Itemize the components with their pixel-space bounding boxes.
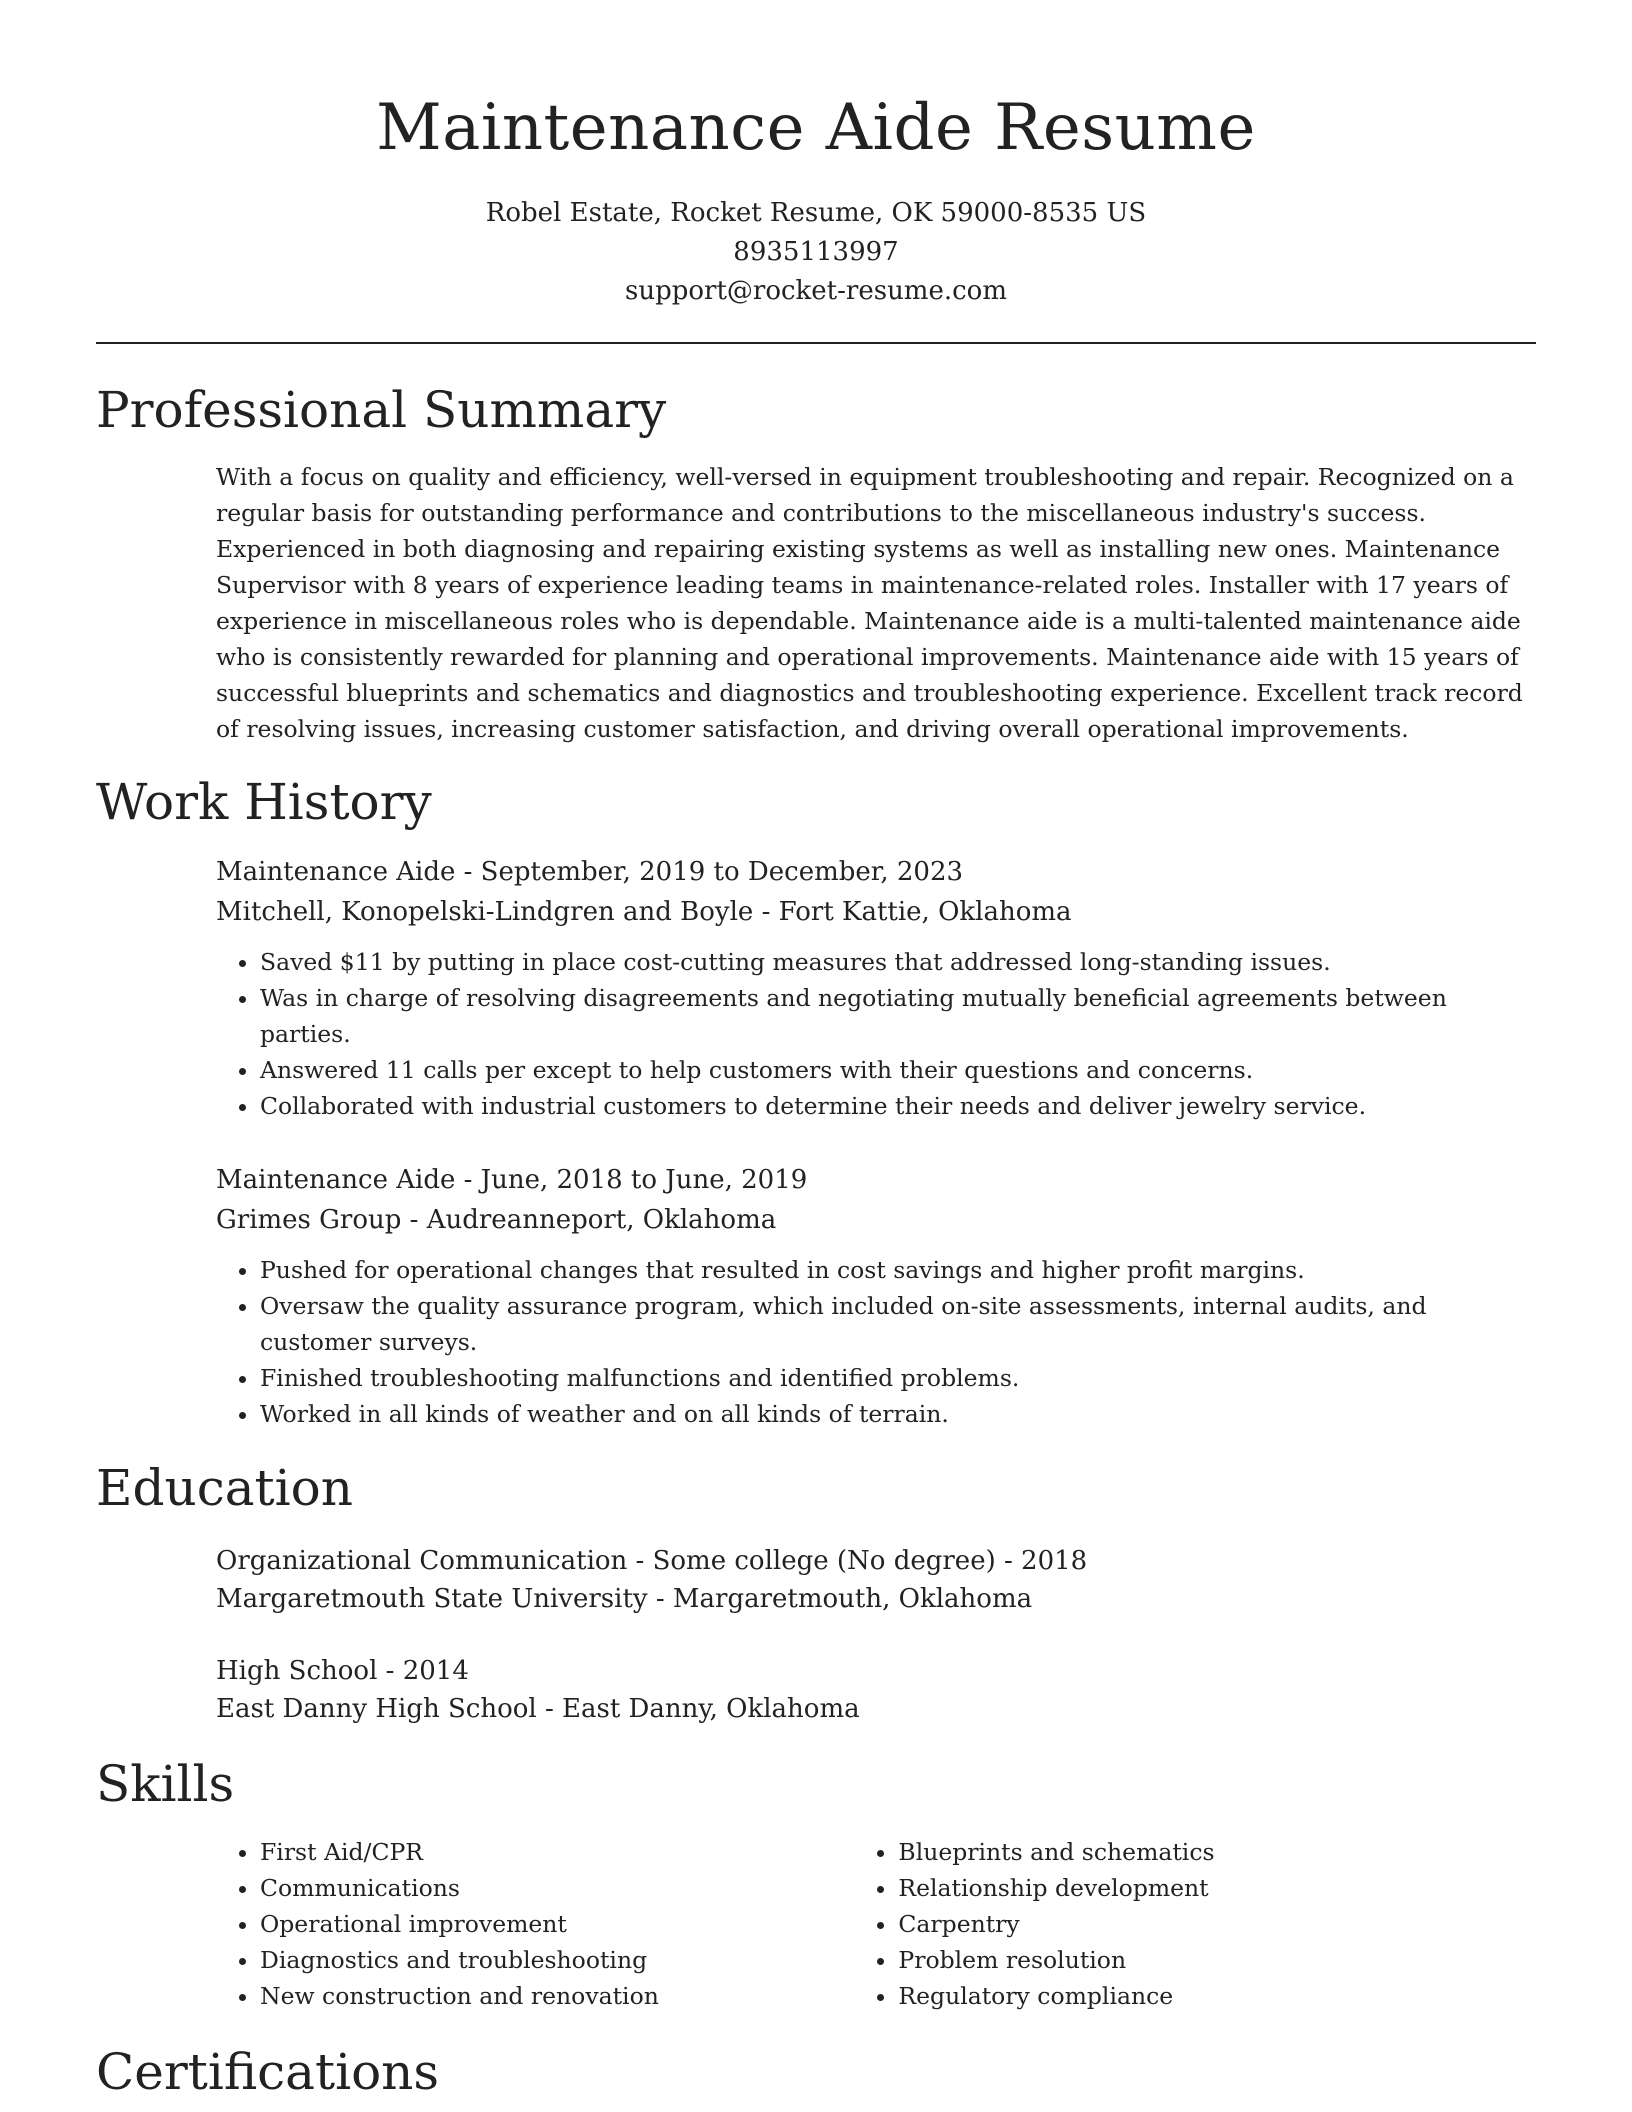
contact-address: Robel Estate, Rocket Resume, OK 59000-8535 US: [485, 198, 1147, 228]
job-duty-item: • Was in charge of resolving disagreements and negotiating mutually beneficial agreements between parties.: [260, 980, 1536, 1052]
skill-item: • Diagnostics and troubleshooting: [260, 1942, 854, 1978]
education-heading: Education: [96, 1459, 353, 1517]
job-duty-item: • Saved $11 by putting in place cost-cutting measures that addressed long-standing issues.: [260, 944, 1536, 980]
contact-phone: 8935113997: [733, 237, 899, 267]
education-degree-line: Organizational Communication - Some college (No degree) - 2018: [216, 1546, 1088, 1576]
contact-info: [96, 194, 1536, 311]
summary-block: [216, 459, 1536, 747]
header-divider: [96, 342, 1536, 344]
skill-item: • Problem resolution: [898, 1942, 1536, 1978]
education-entry: [216, 1542, 1536, 1618]
job-duties-list: [216, 1252, 1536, 1432]
skills-heading: Skills: [96, 1755, 235, 1813]
job-company-line: Mitchell, Konopelski-Lindgren and Boyle - Fort Kattie, Oklahoma: [216, 897, 1072, 927]
job-duty-item: • Worked in all kinds of weather and on all kinds of terrain.: [260, 1396, 1536, 1432]
job-duty-item: • Collaborated with industrial customers to determine their needs and deliver jewelry service.: [260, 1088, 1536, 1124]
job-duty-item: • Oversaw the quality assurance program, which included on-site assessments, internal audits, and customer surveys.: [260, 1288, 1536, 1360]
job-duty-item: • Pushed for operational changes that resulted in cost savings and higher profit margins.: [260, 1252, 1536, 1288]
job-title-line: Maintenance Aide - June, 2018 to June, 2019: [216, 1165, 808, 1195]
job-duty-item: • Answered 11 calls per except to help customers with their questions and concerns.: [260, 1052, 1536, 1088]
education-degree-line: High School - 2014: [216, 1656, 469, 1686]
skill-item: • Carpentry: [898, 1906, 1536, 1942]
job-title-line: Maintenance Aide - September, 2019 to December, 2023: [216, 857, 964, 887]
resume-title: Maintenance Aide Resume: [376, 91, 1256, 165]
job-company-line: Grimes Group - Audreanneport, Oklahoma: [216, 1205, 777, 1235]
skills-list-right: [854, 1834, 1536, 2014]
education-entry: [216, 1652, 1536, 1728]
skill-item: • New construction and renovation: [260, 1978, 854, 2014]
summary-text: With a focus on quality and efficiency, well-versed in equipment troubleshooting and repair. Recognized on a regular basis for outstanding performance and contributions to the miscellaneous industry's success. Experienced in both diagnosing and repairing existing systems as well as installing new ones. Maintenance Supervisor with 8 years of experience leading teams in maintenance-related roles. Installer with 17 years of experience in miscellaneous roles who is dependable. Maintenance aide is a multi-talented maintenance aide who is consistently rewarded for planning and operational improvements. Maintenance aide with 15 years of successful blueprints and schematics and diagnostics and troubleshooting experience. Excellent track record of resolving issues, increasing customer satisfaction, and driving overall operational improvements.: [216, 463, 1523, 743]
skills-columns: [216, 1834, 1536, 2014]
skill-item: • Communications: [260, 1870, 854, 1906]
certifications-heading: Certifications: [96, 2043, 440, 2101]
education-school-line: East Danny High School - East Danny, Oklahoma: [216, 1694, 860, 1724]
summary-heading: Professional Summary: [96, 381, 667, 439]
contact-email: support@rocket-resume.com: [624, 276, 1007, 306]
job-entry: [216, 852, 1536, 1124]
work-history-heading: Work History: [96, 773, 432, 831]
skill-item: • Regulatory compliance: [898, 1978, 1536, 2014]
job-duty-item: • Finished troubleshooting malfunctions and identified problems.: [260, 1360, 1536, 1396]
skill-item: • Blueprints and schematics: [898, 1834, 1536, 1870]
job-entry: [216, 1160, 1536, 1432]
skills-list-left: [216, 1834, 854, 2014]
resume-header: [96, 84, 1536, 311]
skill-item: • Relationship development: [898, 1870, 1536, 1906]
job-duties-list: [216, 944, 1536, 1124]
skill-item: • Operational improvement: [260, 1906, 854, 1942]
education-school-line: Margaretmouth State University - Margaretmouth, Oklahoma: [216, 1584, 1033, 1614]
skill-item: • First Aid/CPR: [260, 1834, 854, 1870]
